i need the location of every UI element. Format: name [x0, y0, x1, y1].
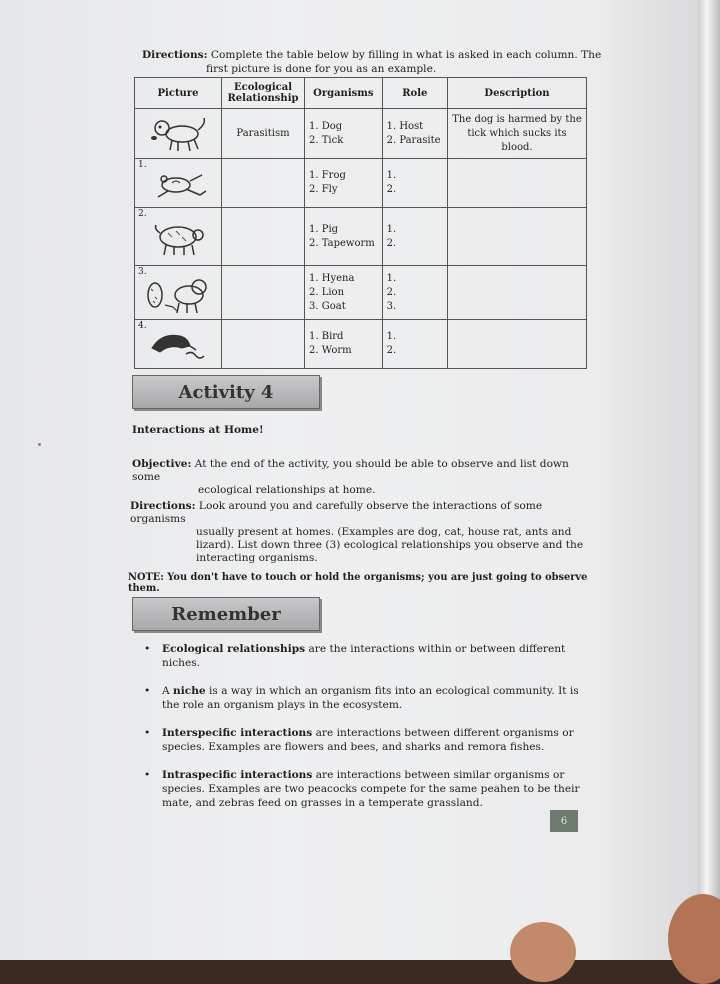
activity-directions: Directions: Look around you and carefully observe the interactions of some organisms usually present at homes. (Examples are dog, cat, house rat, ants and lizard). List down three (3) ecological relationships you observe and the interacting organisms. [130, 500, 584, 564]
picture-cell [135, 109, 222, 159]
organisms-cell: 1. Dog 2. Tick [305, 109, 383, 159]
relationship-cell[interactable] [222, 159, 305, 208]
description-cell[interactable] [448, 159, 587, 208]
list-item: • Interspecific interactions are interactions between different organisms or species. Examples are flowers and bees, and sharks and remora fishes. [144, 727, 574, 753]
header-role: Role [382, 78, 447, 109]
picture-cell [135, 266, 222, 320]
organisms-cell: 1. Pig 2. Tapeworm [305, 208, 383, 266]
organisms-cell: 1. Frog 2. Fly [305, 159, 383, 208]
pig-icon [146, 217, 210, 257]
list-item: • Intraspecific interactions are interactions between similar organisms or species. Examples are two peacocks compete for the same peahen to be their mate, and zebras feed on grasses in a temperate grassland. [144, 769, 580, 809]
remember-banner: Remember [132, 597, 320, 631]
table-directions: Directions: Complete the table below by filling in what is asked in each column. The first picture is done for you as an example. [142, 49, 602, 75]
activity-note: NOTE: You don't have to touch or hold the organisms; you are just going to observe them. [128, 572, 588, 594]
description-cell[interactable] [448, 266, 587, 320]
picture-cell [135, 208, 222, 266]
remember-list [144, 642, 594, 824]
row-number: 3. [138, 267, 147, 277]
list-item: • A niche is a way in which an organism fits into an ecological community. It is the role an organism plays in the ecosystem. [144, 685, 579, 711]
frog-icon [146, 165, 210, 201]
table-row [135, 320, 587, 369]
header-organisms: Organisms [305, 78, 383, 109]
table-row [135, 159, 587, 208]
relationship-cell[interactable] [222, 208, 305, 266]
paper-speck [38, 443, 41, 446]
role-cell[interactable]: 1. 2. [382, 159, 447, 208]
organisms-cell: 1. Hyena 2. Lion 3. Goat [305, 266, 383, 320]
picture-cell [135, 159, 222, 208]
organisms-cell: 1. Bird 2. Worm [305, 320, 383, 369]
bird-worm-icon [146, 326, 210, 362]
bullet-icon: • [144, 685, 151, 697]
table-row [135, 109, 587, 159]
role-cell[interactable]: 1. 2. 3. [382, 266, 447, 320]
description-cell[interactable] [448, 208, 587, 266]
relationship-cell: Parasitism [222, 109, 305, 159]
table-row [135, 266, 587, 320]
header-relationship: Ecological Relationship [222, 78, 305, 109]
table-row [135, 208, 587, 266]
role-cell[interactable]: 1. 2. [382, 208, 447, 266]
row-number: 4. [138, 321, 147, 331]
bullet-icon: • [144, 769, 151, 781]
row-number: 1. [138, 160, 147, 170]
activity-objective: Objective: At the end of the activity, you should be able to observe and list down some ecological relationships at home. [132, 458, 569, 496]
hyena-lion-goat-icon [143, 271, 213, 315]
list-item: • Ecological relationships are the interactions within or between different niches. [144, 643, 566, 669]
ecological-relationship-table [134, 77, 587, 369]
row-number: 2. [138, 209, 147, 219]
dog-tick-icon [146, 114, 210, 154]
relationship-cell[interactable] [222, 266, 305, 320]
bullet-icon: • [144, 727, 151, 739]
page-edge [698, 0, 720, 960]
picture-cell [135, 320, 222, 369]
description-cell[interactable] [448, 320, 587, 369]
page-number: 6 [550, 810, 578, 832]
relationship-cell[interactable] [222, 320, 305, 369]
role-cell[interactable]: 1. 2. [382, 320, 447, 369]
bullet-icon: • [144, 643, 151, 655]
header-description: Description [448, 78, 587, 109]
role-cell: 1. Host 2. Parasite [382, 109, 447, 159]
header-picture: Picture [135, 78, 222, 109]
activity-title: Interactions at Home! [132, 424, 264, 436]
description-cell: The dog is harmed by the tick which sucks its blood. [448, 109, 587, 159]
finger-thumb [510, 922, 576, 982]
table-header-row [135, 78, 587, 109]
activity-banner: Activity 4 [132, 375, 320, 409]
